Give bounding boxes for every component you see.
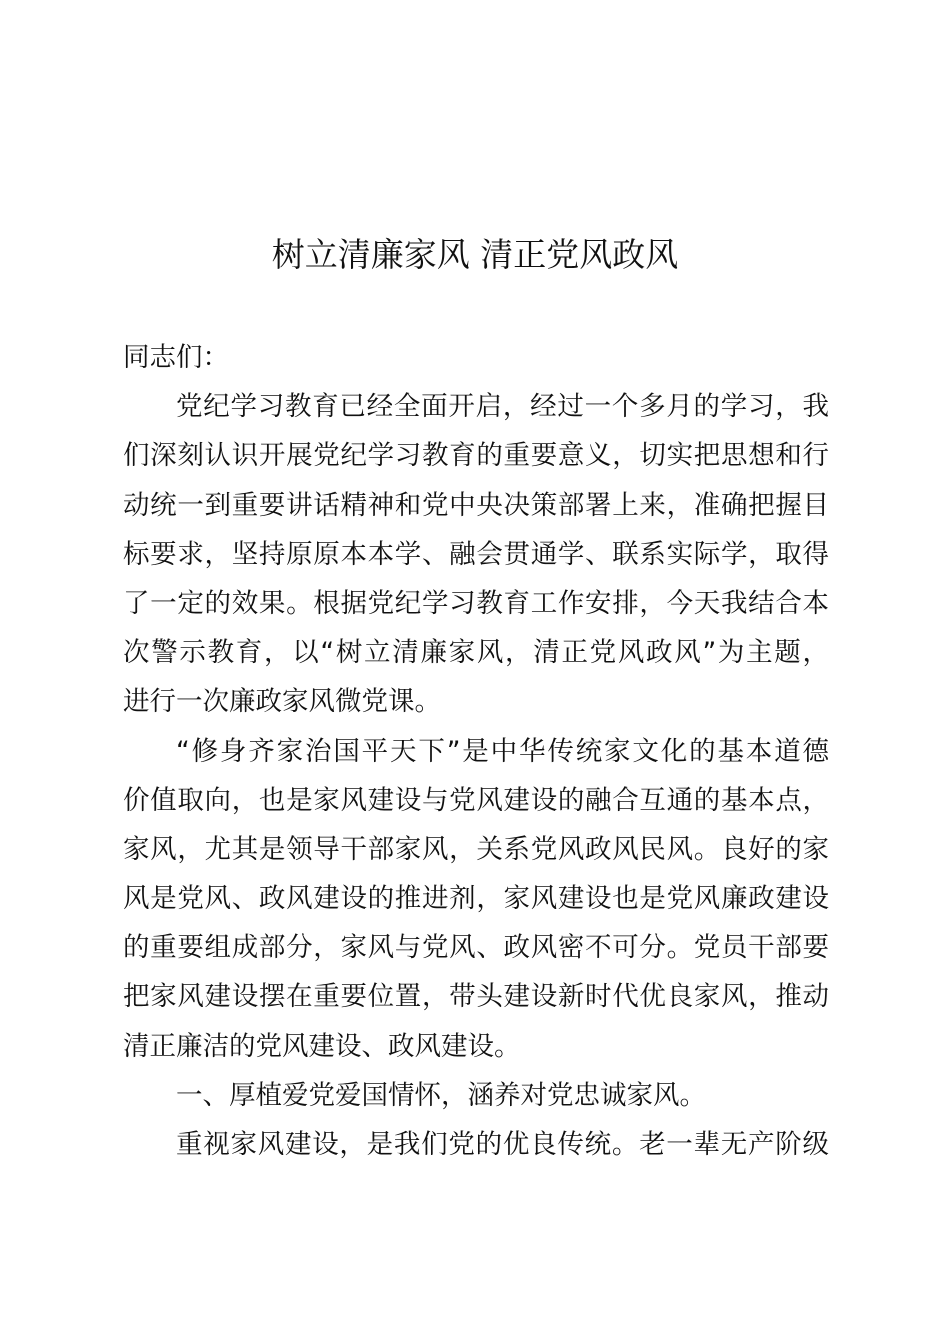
document-title: 树立清廉家风 清正党风政风: [271, 235, 679, 274]
paragraph-line: 重视家风建设，是我们党的优良传统。老一辈无产阶级: [176, 1129, 829, 1160]
document-body: [123, 333, 829, 1169]
section-heading: 一、厚植爱党爱国情怀，涵养对党忠诚家风。: [176, 1079, 706, 1111]
paragraph-line: 动统一到重要讲话精神和党中央决策部署上来，准确把握目: [123, 489, 829, 521]
paragraph-line: 党纪学习教育已经全面开启，经过一个多月的学习，我: [176, 391, 829, 423]
paragraph-line: 价值取向，也是家风建设与党风建设的融合互通的基本点，: [123, 784, 829, 816]
paragraph-line: 标要求，坚持原原本本学、融会贯通学、联系实际学，取得: [123, 538, 829, 570]
paragraph-line: 次警示教育，以“树立清廉家风，清正党风政风”为主题，: [123, 637, 829, 669]
paragraph-line: 清正廉洁的党风建设、政风建设。: [123, 1030, 521, 1062]
paragraph-line: 家风，尤其是领导干部家风，关系党风政风民风。良好的家: [123, 833, 829, 865]
paragraph-line: 们深刻认识开展党纪学习教育的重要意义，切实把思想和行: [123, 440, 829, 472]
paragraph-line: 了一定的效果。根据党纪学习教育工作安排，今天我结合本: [123, 587, 829, 619]
paragraph-line: 的重要组成部分，家风与党风、政风密不可分。党员干部要: [123, 932, 829, 964]
paragraph-line: 把家风建设摆在重要位置，带头建设新时代优良家风，推动: [123, 981, 829, 1013]
paragraph-line: 进行一次廉政家风微党课。: [123, 686, 441, 718]
salutation-line: 同志们：: [123, 342, 229, 373]
paragraph-line: “修身齐家治国平天下”是中华传统家文化的基本道德: [176, 735, 829, 767]
paragraph-line: 风是党风、政风建设的推进剂，家风建设也是党风廉政建设: [123, 883, 829, 915]
